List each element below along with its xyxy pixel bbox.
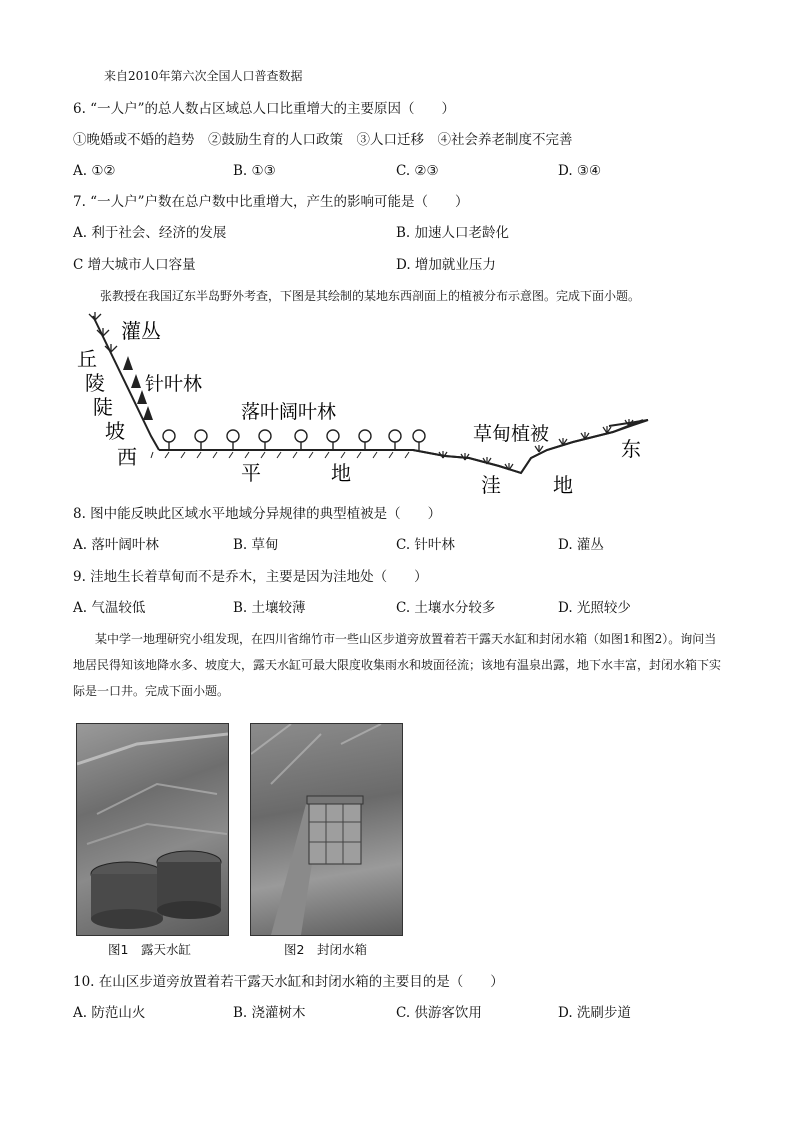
q7-option-b[interactable]: B. 加速人口老龄化 [396, 225, 510, 241]
label-plain-2: 地 [331, 461, 351, 485]
source-note: 来自2010年第六次全国人口普查数据 [104, 69, 303, 83]
shrub-icons [89, 312, 117, 352]
q7-option-c[interactable]: C 增大城市人口容量 [73, 257, 196, 273]
q6-option-c[interactable]: C. ②③ [396, 163, 439, 179]
q10-option-a[interactable]: A. 防范山火 [73, 1005, 146, 1021]
label-depression-1: 洼 [481, 473, 501, 497]
label-hill-3: 陡 [93, 395, 113, 419]
label-hill-4: 坡 [105, 419, 125, 443]
q10-option-c[interactable]: C. 供游客饮用 [396, 1005, 482, 1021]
q9-option-d[interactable]: D. 光照较少 [558, 600, 631, 616]
photo-closed-water-tank [250, 723, 403, 936]
label-hill-1: 丘 [77, 347, 97, 371]
q9-option-b[interactable]: B. 土壤较薄 [233, 600, 306, 616]
label-meadow: 草甸植被 [473, 423, 550, 445]
label-hill-2: 陵 [85, 371, 105, 395]
q8-option-a[interactable]: A. 落叶阔叶林 [73, 537, 159, 553]
deciduous-tree-icons [163, 430, 425, 450]
intro-question-10 [73, 626, 723, 704]
photo-open-water-vat [76, 723, 229, 936]
question-10-stem: 10. 在山区步道旁放置着若干露天水缸和封闭水箱的主要目的是（ ） [73, 974, 504, 990]
q10-option-d[interactable]: D. 洗刷步道 [558, 1005, 631, 1021]
figure-2-caption: 图2 封闭水箱 [284, 942, 367, 957]
label-depression-2: 地 [553, 473, 573, 497]
label-east: 东 [621, 437, 641, 461]
label-west: 西 [117, 445, 137, 469]
q8-option-d[interactable]: D. 灌丛 [558, 537, 604, 553]
q8-option-b[interactable]: B. 草甸 [233, 537, 279, 553]
question-7-stem: 7. “一人户”户数在总户数中比重增大，产生的影响可能是（ ） [73, 194, 469, 210]
question-8-stem: 8. 图中能反映此区域水平地域分异规律的典型植被是（ ） [73, 506, 442, 522]
question-6-stem: 6. “一人户”的总人数占区域总人口比重增大的主要原因（ ） [73, 101, 455, 117]
vegetation-profile-diagram [73, 308, 673, 498]
q6-option-b[interactable]: B. ①③ [233, 163, 276, 179]
q9-option-c[interactable]: C. 土壤水分较多 [396, 600, 496, 616]
label-conifer: 针叶林 [145, 373, 203, 395]
figure-1-caption: 图1 露天水缸 [108, 942, 191, 957]
intro-questions-8-9: 张教授在我国辽东半岛野外考查，下图是其绘制的某地东西剖面上的植被分布示意图。完成下面小题。 [100, 289, 641, 303]
q7-option-d[interactable]: D. 增加就业压力 [396, 257, 496, 273]
label-shrub: 灌丛 [121, 319, 161, 343]
label-plain-1: 平 [241, 461, 261, 485]
question-9-stem: 9. 洼地生长着草甸而不是乔木，主要是因为洼地处（ ） [73, 569, 428, 585]
q7-option-a[interactable]: A. 利于社会、经济的发展 [73, 225, 227, 241]
q9-option-a[interactable]: A. 气温较低 [73, 600, 146, 616]
q6-option-a[interactable]: A. ①② [73, 163, 116, 179]
q10-option-b[interactable]: B. 浇灌树木 [233, 1005, 306, 1021]
q6-option-d[interactable]: D. ③④ [558, 163, 602, 179]
label-deciduous: 落叶阔叶林 [241, 401, 337, 423]
question-6-factors: ①晚婚或不婚的趋势 ②鼓励生育的人口政策 ③人口迁移 ④社会养老制度不完善 [73, 132, 573, 148]
q8-option-c[interactable]: C. 针叶林 [396, 537, 455, 553]
intro-question-10-text: 某中学一地理研究小组发现，在四川省绵竹市一些山区步道旁放置着若干露天水缸和封闭水箱（如图1和图2）。询问当地居民得知该地降水多、坡度大，露天水缸可最大限度收集雨水和坡面径流；该地有温泉出露，地下水丰富，封闭水箱下实际是一口井。完成下面小题。 [73, 632, 722, 698]
